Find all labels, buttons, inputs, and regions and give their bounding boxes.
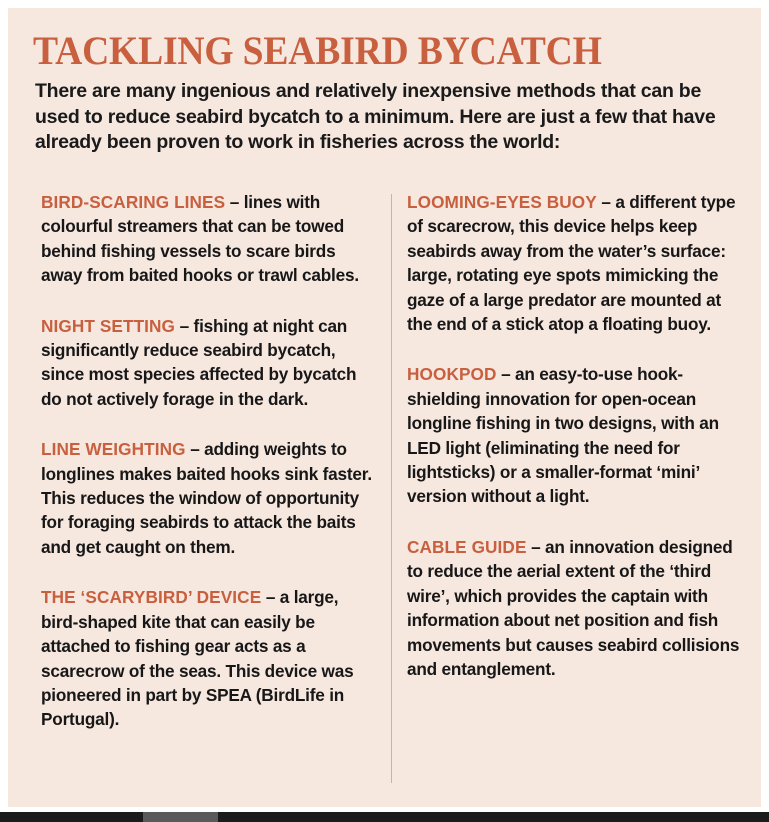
method-entry (41, 314, 376, 412)
method-entry (41, 437, 376, 559)
column-right (407, 190, 747, 681)
method-description: a large, bird-shaped kite that can easily be attached to fishing gear acts as a scarecrow of the seas. This device was pioneered in part by SPEA (BirdLife in Portugal). (41, 587, 354, 730)
page-title: TACKLING SEABIRD BYCATCH (33, 28, 602, 73)
method-description: an innovation designed to reduce the aerial extent of the ‘third wire’, which provides the captain with information about net position and fish movements but causes seabird collisions and entanglement. (407, 536, 740, 679)
horizontal-scrollbar-track[interactable] (0, 812, 769, 822)
method-dash: – (261, 587, 280, 608)
method-dash: – (526, 536, 546, 557)
method-term: LINE WEIGHTING (41, 439, 186, 460)
method-dash: – (596, 192, 616, 212)
horizontal-scrollbar-thumb[interactable] (143, 812, 218, 822)
method-term: LOOMING-EYES BUOY (407, 192, 597, 212)
method-entry (41, 585, 376, 731)
method-entry (407, 535, 747, 681)
method-description: fishing at night can significantly reduce seabird bycatch, since most species affected by bycatch do not actively forage in the dark. (41, 315, 357, 409)
method-description: lines with colourful streamers that can be towed behind fishing vessels to scare birds away from baited hooks or trawl cables. (41, 192, 359, 286)
method-description: adding weights to longlines makes baited hooks sink faster. This reduces the window of opportunity for foraging seabirds to attack the baits and get caught on them. (41, 439, 372, 557)
column-left (41, 190, 376, 732)
method-term: HOOKPOD (407, 364, 497, 385)
method-dash: – (496, 364, 516, 385)
method-description: an easy-to-use hook-shielding innovation for open-ocean longline fishing in two designs, with an LED light (eliminating the need for lightsticks) or a smaller-format ‘mini’ version without a light. (407, 364, 719, 507)
method-term: NIGHT SETTING (41, 315, 176, 336)
method-dash: – (225, 192, 244, 212)
method-term: BIRD-SCARING LINES (41, 192, 226, 212)
method-term: CABLE GUIDE (407, 536, 527, 557)
method-entry (41, 190, 376, 288)
method-dash: – (185, 439, 205, 460)
method-dash: – (175, 315, 194, 336)
method-entry (407, 362, 747, 508)
column-divider (391, 194, 392, 783)
method-entry (407, 190, 747, 336)
method-term: THE ‘SCARYBIRD’ DEVICE (41, 587, 262, 608)
method-description: a different type of scarecrow, this device helps keep seabirds away from the water’s surface: large, rotating eye spots mimicking the gaze of a large predator are mounted at the end of a stick atop a floating buoy. (407, 192, 736, 335)
infographic-panel (8, 8, 761, 807)
intro-paragraph: There are many ingenious and relatively inexpensive methods that can be used to reduce seabird bycatch to a minimum. Here are just a few that have already been proven to work in fisheries across the world: (35, 80, 716, 153)
